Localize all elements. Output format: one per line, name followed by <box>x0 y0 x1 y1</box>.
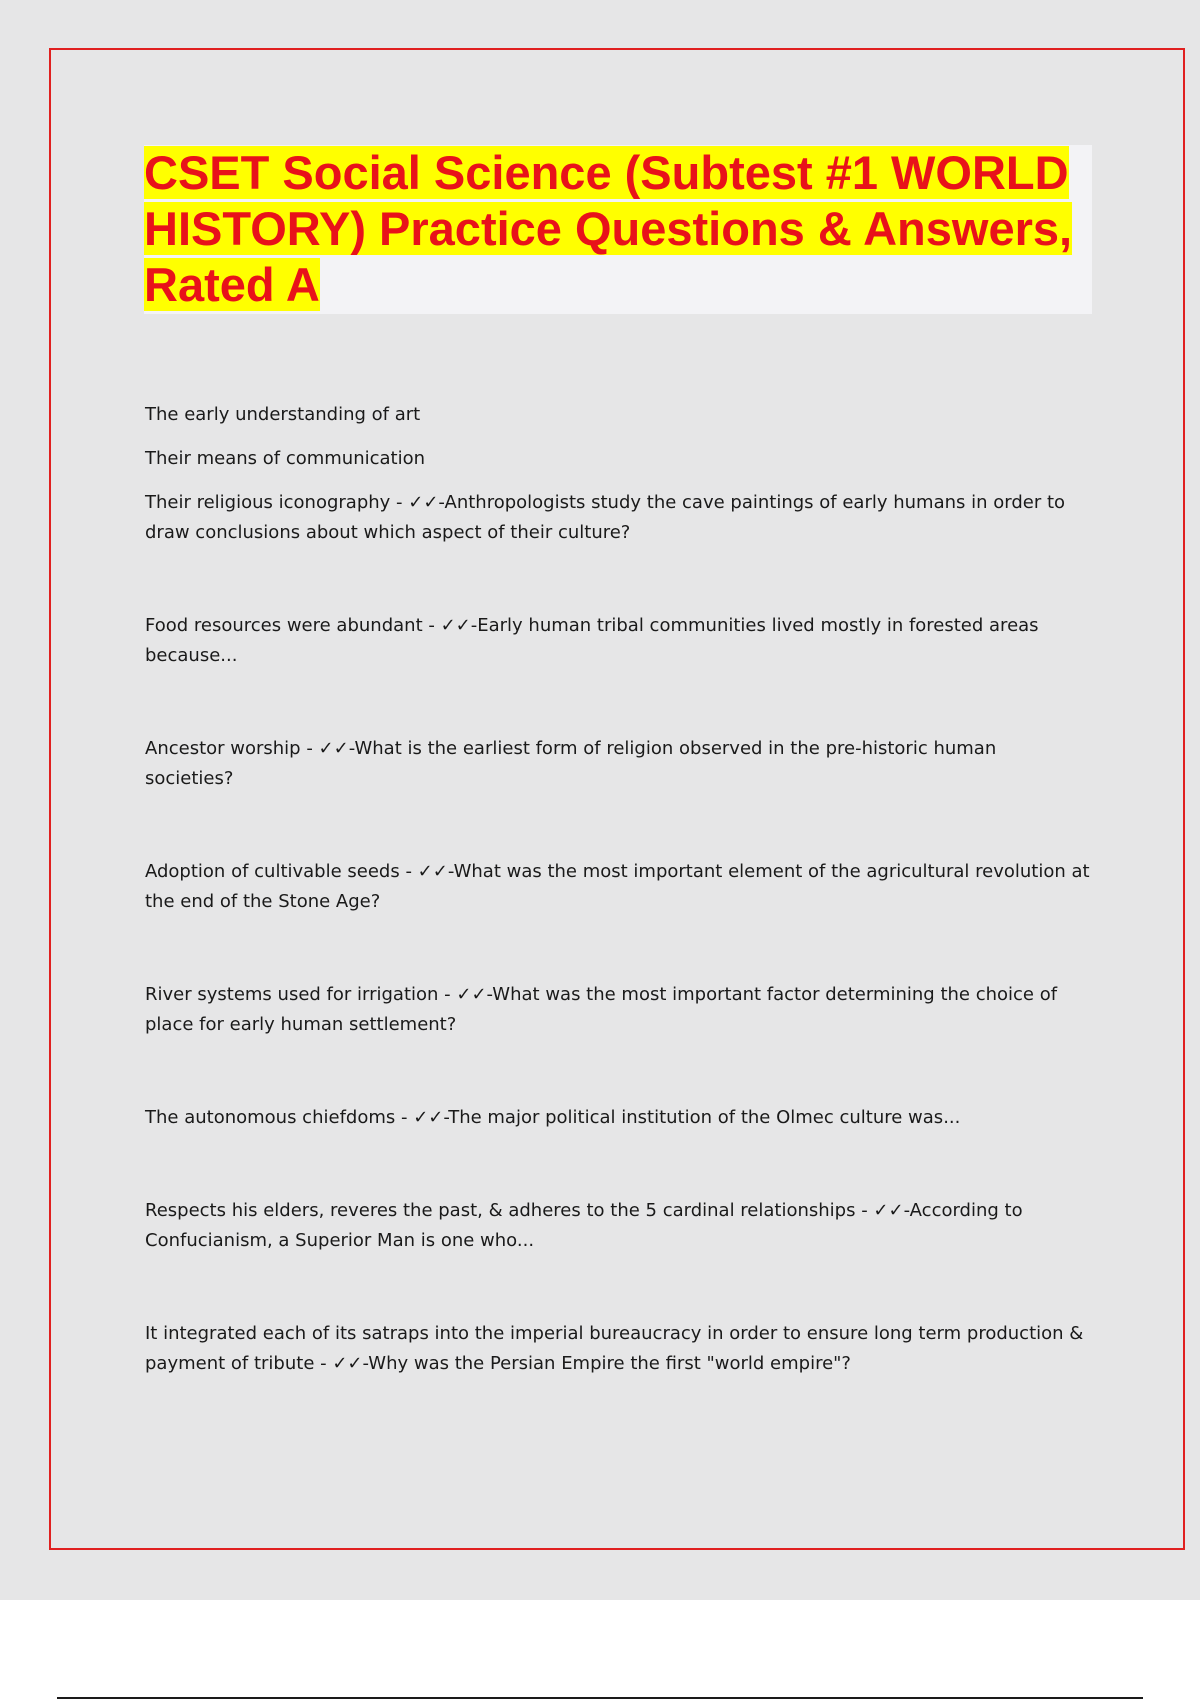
qa-item: It integrated each of its satraps into the imperial bureaucracy in order to ensure long term production & payment of tribute - ✓✓-Why was the Persian Empire the first "world empire"? <box>145 1323 1084 1374</box>
intro-option-2: Their means of communication <box>145 448 426 469</box>
qa-item: Adoption of cultivable seeds - ✓✓-What was the most important element of the agricultural revolution at the end of the Stone Age? <box>145 861 1090 912</box>
qa-item: Respects his elders, reveres the past, & adheres to the 5 cardinal relationships - ✓✓-According to Confucianism, a Superior Man is one who... <box>145 1200 1023 1251</box>
qa-item: Ancestor worship - ✓✓-What is the earliest form of religion observed in the pre-historic human societies? <box>145 738 997 789</box>
qa-list <box>145 400 1090 1379</box>
title-block <box>144 145 1092 314</box>
qa-item: The autonomous chiefdoms - ✓✓-The major political institution of the Olmec culture was... <box>145 1107 961 1128</box>
qa-item: Food resources were abundant - ✓✓-Early human tribal communities lived mostly in forested areas because... <box>145 615 1039 666</box>
qa-item: River systems used for irrigation - ✓✓-What was the most important factor determining the choice of place for early human settlement? <box>145 984 1058 1035</box>
qa-item: Their religious iconography - ✓✓-Anthropologists study the cave paintings of early humans in order to draw conclusions about which aspect of their culture? <box>145 492 1066 543</box>
intro-option-1: The early understanding of art <box>145 404 421 425</box>
title-highlight: CSET Social Science (Subtest #1 WORLD HISTORY) Practice Questions & Answers, Rated A <box>144 146 1073 311</box>
document-title <box>144 145 1092 313</box>
footer-divider <box>57 1697 1143 1699</box>
